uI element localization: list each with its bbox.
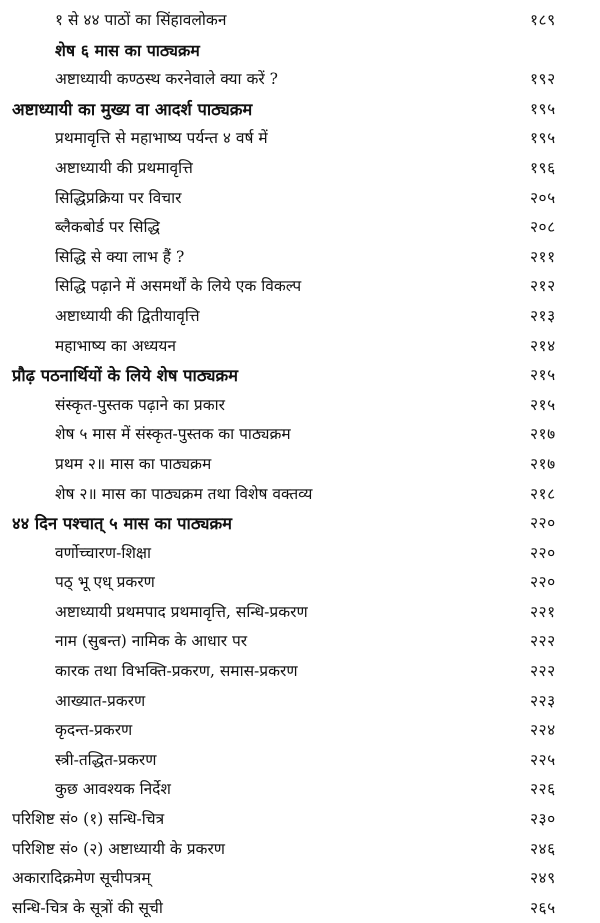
- toc-page-number: २२०: [530, 573, 556, 592]
- toc-entry-title: कृदन्त-प्रकरण: [55, 721, 133, 740]
- toc-entry: [0, 480, 600, 510]
- toc-entry-title: १ से ४४ पाठों का सिंहावलोकन: [55, 11, 227, 29]
- toc-section-heading: [0, 864, 600, 894]
- toc-page-number: २२०: [530, 543, 556, 562]
- toc-page-number: २६५: [530, 898, 556, 917]
- toc-section-heading: [0, 95, 600, 125]
- toc-entry-title: स्त्री-तद्धित-प्रकरण: [55, 750, 157, 769]
- toc-entry-title: सन्धि-चित्र के सूत्रों की सूची: [12, 898, 163, 917]
- toc-page-number: १९६: [530, 158, 556, 177]
- toc-page-number: २३०: [530, 810, 556, 829]
- toc-entry: [0, 687, 600, 717]
- toc-entry: [0, 598, 600, 628]
- toc-page-number: २१७: [530, 454, 556, 473]
- toc-page-number: २१२: [530, 277, 556, 296]
- toc-page-number: २२६: [530, 780, 556, 799]
- toc-entry: [0, 391, 600, 421]
- toc-entry: [0, 65, 600, 95]
- toc-page-number: २१३: [530, 306, 556, 325]
- toc-page-number: २२१: [530, 602, 556, 621]
- toc-entry-title: ब्लैकबोर्ड पर सिद्धि: [55, 218, 160, 237]
- toc-page-number: २०८: [530, 218, 556, 237]
- toc-entry-title: ४४ दिन पश्चात् ५ मास का पाठ्यक्रम: [12, 514, 232, 534]
- toc-entry-title: शेष ६ मास का पाठ्यक्रम: [55, 40, 200, 60]
- toc-entry: [0, 36, 600, 66]
- toc-entry-title: महाभाष्य का अध्ययन: [55, 336, 176, 355]
- toc-entry: [0, 716, 600, 746]
- toc-entry: [0, 213, 600, 243]
- toc-entry-title: अष्टाध्यायी की द्वितीयावृत्ति: [55, 306, 200, 325]
- toc-page-number: १९२: [530, 70, 556, 89]
- toc-entry-title: वर्णोच्चारण-शिक्षा: [55, 543, 152, 562]
- toc-entry-title: अष्टाध्यायी का मुख्य वा आदर्श पाठ्यक्रम: [12, 99, 253, 119]
- toc-entry-title: अष्टाध्यायी कण्ठस्थ करनेवाले क्या करें ?: [55, 70, 278, 89]
- toc-entry: [0, 420, 600, 450]
- toc-entry-title: संस्कृत-पुस्तक पढ़ाने का प्रकार: [55, 395, 225, 414]
- toc-entry-title: सिद्धि पढ़ाने में असमर्थों के लिये एक विकल्प: [55, 277, 302, 296]
- toc-page-number: २४९: [530, 869, 556, 888]
- toc-entry: [0, 746, 600, 776]
- toc-entry-title: अष्टाध्यायी की प्रथमावृत्ति: [55, 158, 193, 177]
- toc-page-number: २१७: [530, 425, 556, 444]
- toc-section-heading: [0, 835, 600, 865]
- toc-page-number: २१५: [530, 366, 556, 385]
- toc-entry-title: कुछ आवश्यक निर्देश: [55, 780, 171, 799]
- toc-section-heading: [0, 805, 600, 835]
- toc-page-number: २४६: [530, 839, 556, 858]
- toc-entry: [0, 568, 600, 598]
- toc-entry-title: परिशिष्ट सं० (२) अष्टाध्यायी के प्रकरण: [12, 839, 226, 858]
- toc-page-number: २१८: [530, 484, 556, 503]
- toc-page-number: २२०: [530, 514, 556, 533]
- toc-entry-title: आख्यात-प्रकरण: [55, 691, 146, 710]
- toc-entry: [0, 332, 600, 362]
- toc-entry-title: अष्टाध्यायी प्रथमपाद प्रथमावृत्ति, सन्धि-प्रकरण: [55, 602, 308, 621]
- toc-entry-title: नाम (सुबन्त) नामिक के आधार पर: [55, 632, 248, 651]
- toc-entry: [0, 775, 600, 805]
- toc-entry-title: सिद्धि से क्या लाभ हैं ?: [55, 247, 185, 266]
- toc-page-number: २०५: [530, 188, 556, 207]
- toc-page-number: २२४: [530, 721, 556, 740]
- toc-entry: [0, 124, 600, 154]
- toc-section-heading: [0, 894, 600, 923]
- toc-entry: [0, 539, 600, 569]
- toc-entry: [0, 450, 600, 480]
- toc-entry-title: परिशिष्ट सं० (१) सन्धि-चित्र: [12, 810, 165, 829]
- toc-entry-title: शेष २॥ मास का पाठ्यक्रम तथा विशेष वक्तव्य: [55, 484, 313, 503]
- toc-entry: [0, 657, 600, 687]
- toc-page-number: १८९: [530, 11, 556, 29]
- toc-page-number: २१५: [530, 395, 556, 414]
- toc-page-number: १९५: [530, 99, 556, 118]
- toc-page-number: २२२: [530, 632, 556, 651]
- toc-page-number: २२२: [530, 662, 556, 681]
- toc-page-number: १९५: [530, 129, 556, 148]
- toc-entry: [0, 627, 600, 657]
- toc-entry-title: प्रथम २॥ मास का पाठ्यक्रम: [55, 454, 212, 473]
- toc-entry: [0, 184, 600, 214]
- toc-entry-title: प्रथमावृत्ति से महाभाष्य पर्यन्त ४ वर्ष में: [55, 129, 268, 148]
- toc-entry: [0, 6, 600, 36]
- toc-entry: [0, 272, 600, 302]
- toc-entry: [0, 243, 600, 273]
- toc-page-number: २१४: [530, 336, 556, 355]
- toc-page-number: २११: [530, 247, 556, 266]
- toc-entry-title: कारक तथा विभक्ति-प्रकरण, समास-प्रकरण: [55, 662, 298, 681]
- toc-entry-title: सिद्धिप्रक्रिया पर विचार: [55, 188, 182, 207]
- toc-entry: [0, 302, 600, 332]
- toc-page-number: २२५: [530, 750, 556, 769]
- toc-entry-title: अकारादिक्रमेण सूचीपत्रम्: [12, 869, 151, 888]
- toc-section-heading: [0, 509, 600, 539]
- toc-page-number: २२३: [530, 691, 556, 710]
- toc-entry-title: पठ् भू एध् प्रकरण: [55, 573, 155, 592]
- toc-entry-title: शेष ५ मास में संस्कृत-पुस्तक का पाठ्यक्रम: [55, 425, 291, 444]
- toc-section-heading: [0, 361, 600, 391]
- toc-entry-title: प्रौढ़ पठनार्थियों के लिये शेष पाठ्यक्रम: [12, 366, 238, 386]
- toc-entry: [0, 154, 600, 184]
